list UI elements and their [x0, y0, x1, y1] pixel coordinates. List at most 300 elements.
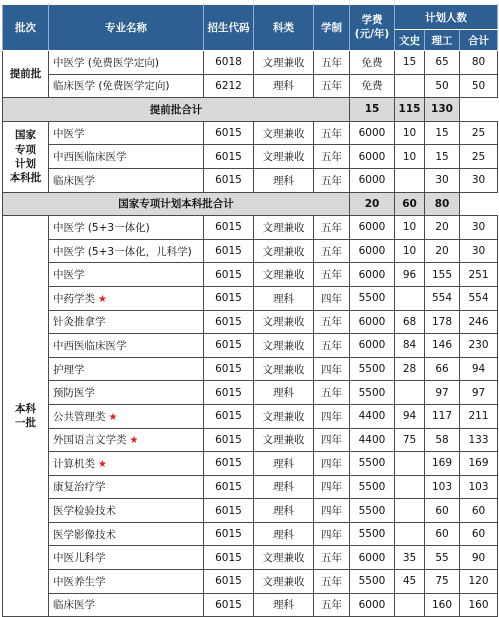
table-row — [3, 310, 498, 334]
duration-text: 四年 — [321, 363, 342, 376]
batch-label — [26, 185, 27, 186]
cell-total — [460, 145, 498, 169]
duration-text: 五年 — [321, 599, 342, 612]
arts-text: 15 — [402, 56, 417, 69]
duration-text: 五年 — [321, 174, 342, 187]
code-text: 6015 — [215, 457, 242, 470]
subject-text: 文理兼收 — [262, 339, 305, 352]
cell-total — [460, 593, 498, 617]
cell-total — [460, 51, 498, 75]
cell-total — [460, 216, 498, 240]
subtotal-label: 提前批合计 — [3, 98, 350, 122]
cell-code — [204, 168, 254, 192]
cell-subject — [254, 216, 314, 240]
cell-code — [204, 216, 254, 240]
header-plan: 计划人数 — [395, 5, 498, 30]
sci-text: 20 — [435, 245, 449, 258]
duration-text: 四年 — [321, 292, 342, 305]
code-text: 6015 — [215, 363, 242, 376]
sci-text: 15 — [435, 150, 449, 163]
batch-label-line: 本科批 — [9, 171, 42, 184]
cell-subject — [254, 51, 314, 75]
cell-total — [460, 239, 498, 263]
arts-text: 10 — [402, 127, 417, 140]
duration-text: 四年 — [321, 481, 342, 494]
code-text: 6018 — [215, 56, 242, 69]
cell-sci — [425, 499, 460, 523]
cell-total — [460, 570, 498, 594]
header-arts: 文史 — [395, 30, 425, 51]
cell-duration — [314, 286, 350, 310]
total-text: 60 — [471, 504, 486, 517]
code-text: 6015 — [215, 268, 242, 281]
cell-subject — [254, 593, 314, 617]
cell-subject — [254, 570, 314, 594]
sci-text: 55 — [435, 551, 449, 564]
cell-code — [204, 381, 254, 405]
cell-fee — [350, 546, 395, 570]
cell-total — [460, 522, 498, 546]
cell-code — [204, 310, 254, 334]
cell-code — [204, 263, 254, 287]
cell-duration — [314, 145, 350, 169]
cell-total — [460, 357, 498, 381]
code-text: 6212 — [215, 79, 242, 92]
cell-sci — [425, 168, 460, 192]
cell-code — [204, 334, 254, 358]
major-text: 护理学 — [53, 363, 85, 376]
cell-fee — [350, 239, 395, 263]
fee-text: 5500 — [358, 292, 386, 305]
subject-text: 理科 — [273, 387, 294, 400]
code-text: 6015 — [215, 221, 242, 234]
major-text: 外国语言文学类 — [53, 434, 127, 447]
major-text: 中西医临床医学 — [53, 151, 127, 164]
subject-text: 文理兼收 — [262, 575, 305, 588]
cell-duration — [314, 239, 350, 263]
major-text: 公共管理类 — [53, 410, 106, 423]
code-text: 6015 — [215, 433, 242, 446]
fee-text: 5500 — [358, 504, 386, 517]
cell-subject — [254, 334, 314, 358]
table-row — [3, 404, 498, 428]
cell-fee — [350, 428, 395, 452]
fee-text: 4400 — [358, 433, 386, 446]
subtotal-row — [3, 98, 498, 122]
cell-subject — [254, 546, 314, 570]
cell-arts — [395, 121, 425, 145]
cell-sci — [425, 593, 460, 617]
cell-total — [460, 452, 498, 476]
subject-text: 理科 — [273, 80, 294, 93]
cell-arts — [395, 428, 425, 452]
cell-arts — [395, 475, 425, 499]
cell-arts — [395, 357, 425, 381]
table-row — [3, 74, 498, 98]
total-text: 246 — [468, 315, 489, 328]
cell-fee — [350, 310, 395, 334]
cell-major — [49, 216, 204, 240]
major-text: 临床医学 — [53, 174, 95, 187]
duration-text: 五年 — [321, 151, 342, 164]
cell-arts — [395, 404, 425, 428]
duration-text: 五年 — [321, 316, 342, 329]
cell-major — [49, 381, 204, 405]
cell-duration — [314, 121, 350, 145]
subject-text: 理科 — [273, 599, 294, 612]
cell-total — [460, 286, 498, 310]
cell-sci — [425, 216, 460, 240]
arts-text: 75 — [402, 433, 417, 446]
cell-total — [460, 334, 498, 358]
table-row — [3, 168, 498, 192]
code-text: 6015 — [215, 245, 242, 258]
table-row — [3, 593, 498, 617]
cell-major — [49, 74, 204, 98]
cell-duration — [314, 381, 350, 405]
table-body — [3, 51, 498, 617]
major-text: 计算机类 — [53, 457, 95, 470]
subtotal-arts: 20 — [350, 192, 395, 216]
cell-code — [204, 74, 254, 98]
total-text: 160 — [468, 598, 489, 611]
cell-duration — [314, 475, 350, 499]
cell-fee — [350, 475, 395, 499]
cell-fee — [350, 452, 395, 476]
cell-fee — [350, 51, 395, 75]
sci-text: 15 — [435, 127, 449, 140]
fee-text: 5500 — [358, 480, 386, 493]
arts-text: 84 — [402, 339, 417, 352]
sci-text: 155 — [431, 268, 453, 281]
fee-text: 5500 — [358, 575, 386, 588]
table-row — [3, 452, 498, 476]
sci-text: 103 — [431, 480, 453, 493]
cell-arts — [395, 452, 425, 476]
fee-text: 免费 — [361, 56, 383, 69]
cell-arts — [395, 74, 425, 98]
cell-sci — [425, 310, 460, 334]
cell-code — [204, 593, 254, 617]
cell-major — [49, 310, 204, 334]
cell-major — [49, 570, 204, 594]
major-text: 临床医学 — [53, 599, 95, 612]
cell-code — [204, 145, 254, 169]
duration-text: 五年 — [321, 575, 342, 588]
star-icon: ★ — [98, 293, 107, 305]
subject-text: 文理兼收 — [262, 151, 305, 164]
cell-duration — [314, 570, 350, 594]
cell-duration — [314, 216, 350, 240]
arts-text: 10 — [402, 150, 417, 163]
cell-major — [49, 121, 204, 145]
cell-sci — [425, 239, 460, 263]
cell-sci — [425, 51, 460, 75]
cell-arts — [395, 239, 425, 263]
cell-code — [204, 570, 254, 594]
total-text: 90 — [471, 551, 486, 564]
cell-subject — [254, 475, 314, 499]
sci-text: 169 — [431, 457, 453, 470]
cell-major — [49, 357, 204, 381]
cell-fee — [350, 263, 395, 287]
table-row — [3, 121, 498, 145]
cell-duration — [314, 499, 350, 523]
fee-text: 6000 — [358, 339, 386, 352]
cell-arts — [395, 570, 425, 594]
subject-text: 理科 — [273, 505, 294, 518]
cell-fee — [350, 381, 395, 405]
cell-code — [204, 546, 254, 570]
cell-total — [460, 475, 498, 499]
cell-major — [49, 522, 204, 546]
cell-major — [49, 452, 204, 476]
cell-duration — [314, 593, 350, 617]
code-text: 6015 — [215, 410, 242, 423]
cell-arts — [395, 216, 425, 240]
subject-text: 理科 — [273, 481, 294, 494]
arts-text: 10 — [402, 245, 417, 258]
subtotal-label: 国家专项计划本科批合计 — [3, 192, 350, 216]
cell-subject — [254, 310, 314, 334]
major-text: 中医学 (5+3一体化) — [53, 221, 150, 234]
cell-code — [204, 239, 254, 263]
cell-duration — [314, 357, 350, 381]
cell-arts — [395, 381, 425, 405]
table-row — [3, 546, 498, 570]
cell-arts — [395, 263, 425, 287]
cell-arts — [395, 51, 425, 75]
batch-label-line: 本科 — [15, 403, 36, 416]
cell-major — [49, 499, 204, 523]
cell-arts — [395, 168, 425, 192]
arts-text: 68 — [402, 315, 417, 328]
cell-fee — [350, 357, 395, 381]
cell-major — [49, 593, 204, 617]
duration-text: 四年 — [321, 505, 342, 518]
code-text: 6015 — [215, 292, 242, 305]
total-text: 133 — [468, 433, 489, 446]
fee-text: 5500 — [358, 457, 386, 470]
code-text: 6015 — [215, 174, 242, 187]
fee-text: 6000 — [358, 315, 386, 328]
fee-text: 6000 — [358, 150, 386, 163]
subtotal-total: 80 — [425, 192, 460, 216]
code-text: 6015 — [215, 504, 242, 517]
cell-major — [49, 428, 204, 452]
cell-arts — [395, 593, 425, 617]
cell-fee — [350, 499, 395, 523]
cell-fee — [350, 145, 395, 169]
subject-text: 理科 — [273, 174, 294, 187]
cell-duration — [314, 310, 350, 334]
code-text: 6015 — [215, 551, 242, 564]
cell-arts — [395, 546, 425, 570]
cell-sci — [425, 570, 460, 594]
cell-major — [49, 334, 204, 358]
duration-text: 五年 — [321, 127, 342, 140]
cell-major — [49, 51, 204, 75]
duration-text: 四年 — [321, 410, 342, 423]
sci-text: 146 — [431, 339, 453, 352]
total-text: 97 — [471, 386, 486, 399]
cell-subject — [254, 286, 314, 310]
cell-total — [460, 168, 498, 192]
major-text: 针灸推拿学 — [53, 316, 106, 329]
sci-text: 65 — [435, 56, 449, 69]
subject-text: 文理兼收 — [262, 221, 305, 234]
code-text: 6015 — [215, 386, 242, 399]
sci-text: 117 — [431, 410, 453, 423]
cell-fee — [350, 404, 395, 428]
cell-total — [460, 428, 498, 452]
total-text: 30 — [471, 245, 486, 258]
cell-sci — [425, 475, 460, 499]
batch-cell — [3, 216, 49, 617]
cell-fee — [350, 121, 395, 145]
table-row — [3, 145, 498, 169]
duration-text: 五年 — [321, 56, 342, 69]
arts-text: 45 — [402, 575, 417, 588]
cell-duration — [314, 74, 350, 98]
duration-text: 五年 — [321, 80, 342, 93]
subject-text: 理科 — [273, 528, 294, 541]
subtotal-row — [3, 192, 498, 216]
cell-duration — [314, 404, 350, 428]
total-text: 94 — [471, 363, 486, 376]
duration-text: 五年 — [321, 221, 342, 234]
total-text: 230 — [468, 339, 489, 352]
total-text: 169 — [468, 457, 489, 470]
major-text: 医学影像技术 — [53, 528, 116, 541]
subject-text: 文理兼收 — [262, 56, 305, 69]
cell-sci — [425, 522, 460, 546]
subtotal-total: 130 — [425, 98, 460, 122]
cell-subject — [254, 522, 314, 546]
cell-duration — [314, 334, 350, 358]
star-icon: ★ — [98, 458, 107, 470]
header-batch: 批次 — [3, 5, 49, 51]
sci-text: 58 — [435, 433, 449, 446]
duration-text: 四年 — [321, 457, 342, 470]
cell-subject — [254, 239, 314, 263]
cell-code — [204, 499, 254, 523]
cell-code — [204, 452, 254, 476]
sci-text: 75 — [435, 575, 449, 588]
sci-text: 97 — [435, 386, 449, 399]
fee-text: 5500 — [358, 528, 386, 541]
table-row — [3, 499, 498, 523]
sci-text: 66 — [435, 363, 449, 376]
cell-sci — [425, 428, 460, 452]
table-row — [3, 239, 498, 263]
cell-subject — [254, 452, 314, 476]
total-text: 211 — [468, 410, 489, 423]
sci-text: 20 — [435, 221, 449, 234]
cell-code — [204, 404, 254, 428]
table-row — [3, 570, 498, 594]
header-major: 专业名称 — [49, 5, 204, 51]
table-header — [3, 5, 498, 51]
code-text: 6015 — [215, 528, 242, 541]
cell-subject — [254, 168, 314, 192]
header-code: 招生代码 — [204, 5, 254, 51]
cell-total — [460, 263, 498, 287]
batch-label-line: 计划 — [15, 157, 36, 170]
sci-text: 60 — [435, 504, 449, 517]
star-icon: ★ — [129, 435, 139, 447]
cell-fee — [350, 570, 395, 594]
batch-label — [26, 430, 27, 431]
header-fee: 学费 (元/年) — [350, 5, 395, 51]
enrollment-plan-table — [2, 4, 498, 617]
arts-text: 94 — [402, 410, 417, 423]
table-row — [3, 381, 498, 405]
cell-subject — [254, 121, 314, 145]
duration-text: 五年 — [321, 387, 342, 400]
cell-subject — [254, 145, 314, 169]
major-text: 中西医临床医学 — [53, 339, 127, 352]
cell-sci — [425, 145, 460, 169]
cell-subject — [254, 381, 314, 405]
cell-total — [460, 74, 498, 98]
batch-label-line: 专项 — [15, 143, 36, 156]
subtotal-sci: 115 — [395, 98, 425, 122]
sci-text: 160 — [431, 598, 453, 611]
arts-text: 96 — [402, 268, 417, 281]
code-text: 6015 — [215, 150, 242, 163]
cell-sci — [425, 404, 460, 428]
header-total: 合计 — [460, 30, 498, 51]
cell-major — [49, 475, 204, 499]
cell-duration — [314, 428, 350, 452]
table-row — [3, 216, 498, 240]
total-text: 103 — [468, 480, 489, 493]
fee-text: 4400 — [358, 410, 386, 423]
table-row — [3, 263, 498, 287]
cell-code — [204, 357, 254, 381]
subject-text: 理科 — [273, 292, 294, 305]
total-text: 251 — [468, 268, 489, 281]
sci-text: 554 — [431, 292, 453, 305]
cell-major — [49, 263, 204, 287]
major-text: 预防医学 — [53, 387, 95, 400]
header-subject: 科类 — [254, 5, 314, 51]
major-text: 中药学类 — [53, 292, 95, 305]
cell-fee — [350, 216, 395, 240]
cell-arts — [395, 499, 425, 523]
fee-text: 6000 — [358, 245, 386, 258]
cell-fee — [350, 286, 395, 310]
arts-text: 10 — [402, 221, 417, 234]
major-text: 中医儿科学 — [53, 552, 106, 565]
cell-duration — [314, 263, 350, 287]
major-text: 康复治疗学 — [53, 481, 106, 494]
total-text: 25 — [471, 127, 486, 140]
cell-major — [49, 546, 204, 570]
cell-fee — [350, 168, 395, 192]
cell-sci — [425, 263, 460, 287]
subtotal-arts: 15 — [350, 98, 395, 122]
cell-major — [49, 168, 204, 192]
cell-code — [204, 428, 254, 452]
table-row — [3, 522, 498, 546]
code-text: 6015 — [215, 127, 242, 140]
cell-sci — [425, 121, 460, 145]
cell-sci — [425, 74, 460, 98]
sci-text: 30 — [435, 174, 449, 187]
cell-sci — [425, 452, 460, 476]
